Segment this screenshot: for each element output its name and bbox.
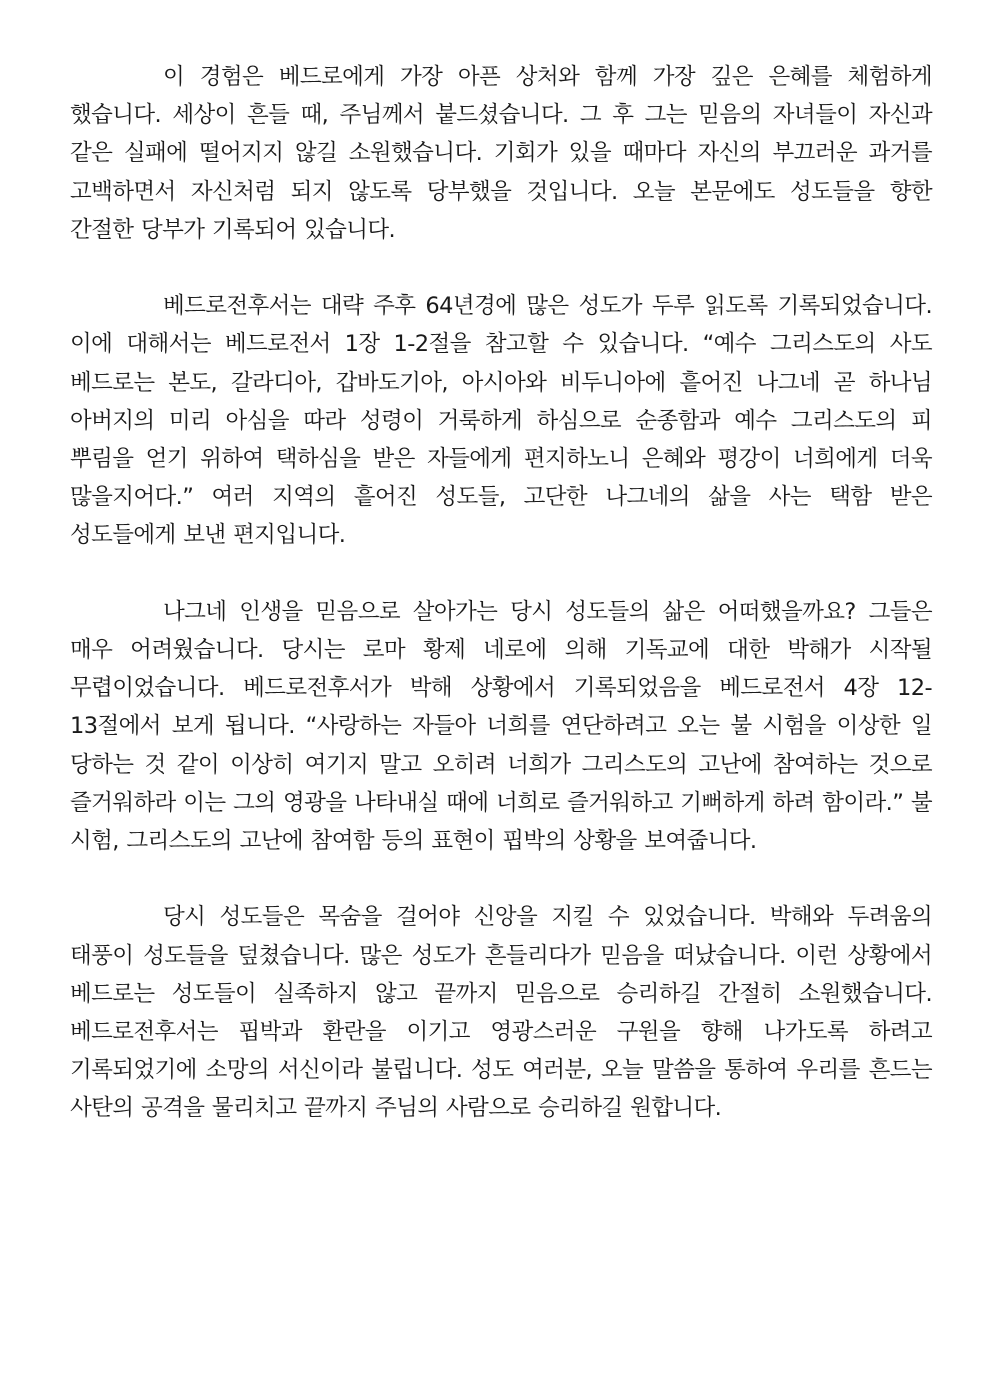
paragraph-1: 이 경험은 베드로에게 가장 아픈 상처와 함께 가장 깊은 은혜를 체험하게 했습니다. 세상이 흔들 때, 주님께서 붙드셨습니다. 그 후 그는 믿음의 자녀들이 자신과 같은 실패에 떨어지지 않길 소원했습니다. 기회가 있을 때마다 자신의 부끄러운 과거를 고백하면서 자신처럼 되지 않도록 당부했을 것입니다. 오늘 본문에도 성도들을 향한 간절한 당부가 기록되어 있습니다. <box>70 64 932 243</box>
document-page <box>70 58 932 1128</box>
paragraph-4: 당시 성도들은 목숨을 걸어야 신앙을 지킬 수 있었습니다. 박해와 두려움의 태풍이 성도들을 덮쳤습니다. 많은 성도가 흔들리다가 믿음을 떠났습니다. 이런 상황에서 베드로는 성도들이 실족하지 않고 끝까지 믿음으로 승리하길 간절히 소원했습니다. 베드로전후서는 핍박과 환란을 이기고 영광스러운 구원을 향해 나가도록 하려고 기록되었기에 소망의 서신이라 불립니다. 성도 여러분, 오늘 말씀을 통하여 우리를 흔드는 사탄의 공격을 물리치고 끝까지 주님의 사람으로 승리하길 원합니다. <box>70 904 932 1122</box>
paragraph-3: 나그네 인생을 믿음으로 살아가는 당시 성도들의 삶은 어떠했을까요? 그들은 매우 어려웠습니다. 당시는 로마 황제 네로에 의해 기독교에 대한 박해가 시작될 무렵이었습니다. 베드로전후서가 박해 상황에서 기록되었음을 베드로전서 4장 12-13절에서 보게 됩니다. “사랑하는 자들아 너희를 연단하려고 오는 불 시험을 이상한 일 당하는 것 같이 이상히 여기지 말고 오히려 너희가 그리스도의 고난에 참여하는 것으로 즐거워하라 이는 그의 영광을 나타내실 때에 너희로 즐거워하고 기뻐하게 하려 함이라.” 불 시험, 그리스도의 고난에 참여함 등의 표현이 핍박의 상황을 보여줍니다. <box>70 598 932 855</box>
paragraph-2: 베드로전후서는 대략 주후 64년경에 많은 성도가 두루 읽도록 기록되었습니다. 이에 대해서는 베드로전서 1장 1-2절을 참고할 수 있습니다. “예수 그리스도의 사도 베드로는 본도, 갈라디아, 갑바도기아, 아시아와 비두니아에 흩어진 나그네 곧 하나님 아버지의 미리 아심을 따라 성령이 거룩하게 하심으로 순종함과 예수 그리스도의 피 뿌림을 얻기 위하여 택하심을 받은 자들에게 편지하노니 은혜와 평강이 너희에게 더욱 많을지어다.” 여러 지역의 흩어진 성도들, 고단한 나그네의 삶을 사는 택함 받은 성도들에게 보낸 편지입니다. <box>70 293 932 549</box>
